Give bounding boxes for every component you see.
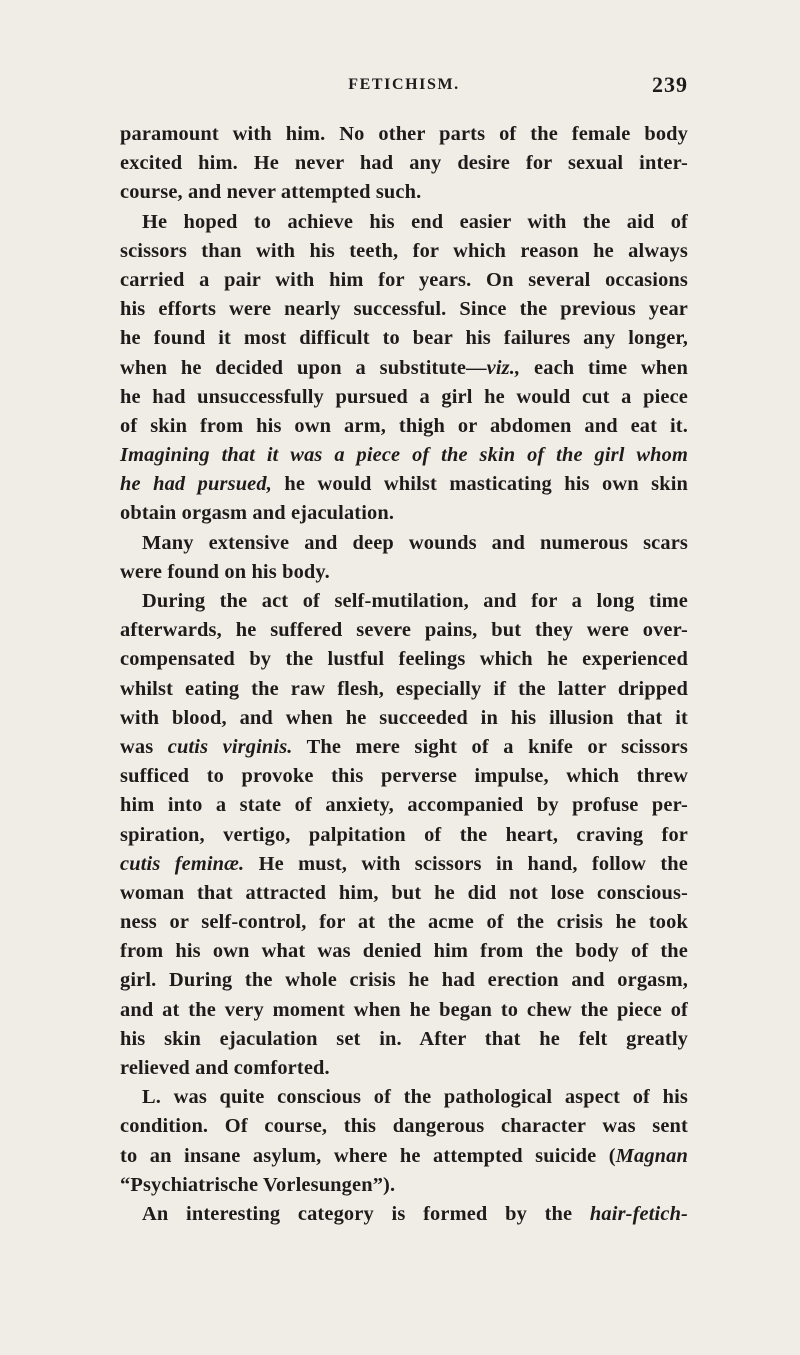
text-line: cutis feminæ. He must, with scissors in hand, follow the — [120, 852, 688, 875]
text-line: obtain orgasm and ejaculation. — [120, 502, 395, 525]
running-title: FETICHISM. — [348, 76, 460, 93]
italic-term: hair-fetich- — [589, 1202, 688, 1225]
text-line: he had unsuccessfully pursued a girl he would cut a piece — [120, 385, 688, 408]
text-line: During the act of self-mutilation, and for a long time — [142, 590, 688, 612]
text-line: He hoped to achieve his end easier with the aid of — [142, 210, 688, 233]
text-line: of skin from his own arm, thigh or abdomen and eat it. — [120, 414, 688, 437]
text-line: L. was quite conscious of the pathological aspect of his — [142, 1086, 688, 1109]
text-line: spiration, vertigo, palpitation of the heart, craving for — [120, 823, 688, 846]
text-line: paramount with him. No other parts of the female body — [120, 123, 688, 145]
text-line: whilst eating the raw flesh, especially if the latter dripped — [120, 677, 688, 700]
text-line: his efforts were nearly successful. Since the previous year — [120, 298, 688, 321]
text-line: relieved and comforted. — [120, 1057, 330, 1079]
text-line: were found on his body. — [120, 560, 330, 583]
text-line: him into a state of anxiety, accompanied by profuse per- — [120, 794, 688, 817]
text-line: Many extensive and deep wounds and numerous scars — [142, 531, 688, 554]
text-line: girl. During the whole crisis he had erection and orgasm, — [120, 969, 688, 992]
text-line — [120, 441, 688, 470]
text-line: course, and never attempted such. — [120, 181, 422, 204]
body-text — [120, 120, 688, 1229]
italic-phrase: Imagining that it was a piece of the skin of the girl whom — [120, 444, 688, 467]
text-line: excited him. He never had any desire for sexual inter- — [120, 152, 688, 175]
page-number: 239 — [652, 72, 688, 97]
text-line: he found it most difficult to bear his failures any longer, — [120, 327, 688, 350]
text-line: his skin ejaculation set in. After that he felt greatly — [120, 1027, 688, 1050]
running-head — [120, 72, 688, 106]
text-line: ness or self-control, for at the acme of the crisis he took — [120, 911, 688, 934]
text-line: with blood, and when he succeeded in his illusion that it — [120, 706, 688, 729]
text-line: when he decided upon a substitute—viz., each time when — [120, 356, 688, 379]
text-line: sufficed to provoke this perverse impulse, which threw — [120, 765, 688, 788]
text-line: afterwards, he suffered severe pains, but they were over- — [120, 619, 688, 642]
italic-term: cutis virginis. — [167, 735, 293, 758]
italic-author: Magnan — [615, 1144, 688, 1167]
italic-phrase: he had pursued, — [120, 473, 272, 496]
text-line: and at the very moment when he began to chew the piece of — [120, 998, 688, 1021]
text-line: condition. Of course, this dangerous character was sent — [120, 1115, 688, 1138]
text-line: he had pursued, he would whilst masticating his own skin — [120, 473, 688, 496]
text-line: compensated by the lustful feelings which he experienced — [120, 648, 688, 671]
text-line: woman that attracted him, but he did not lose conscious- — [120, 881, 688, 904]
text-line: An interesting category is formed by the hair-fetich- — [142, 1202, 688, 1225]
italic-term: cutis feminæ. — [120, 852, 245, 875]
text-line: was cutis virginis. The mere sight of a knife or scissors — [120, 735, 689, 758]
text-line: carried a pair with him for years. On several occasions — [120, 268, 688, 291]
text-line: “Psychiatrische Vorlesungen”). — [120, 1173, 396, 1196]
text-line: from his own what was denied him from the body of the — [120, 940, 688, 963]
text-line: to an insane asylum, where he attempted suicide (Magnan — [120, 1144, 688, 1167]
italic-term: viz., — [486, 356, 521, 379]
text-line: scissors than with his teeth, for which reason he always — [120, 239, 688, 262]
